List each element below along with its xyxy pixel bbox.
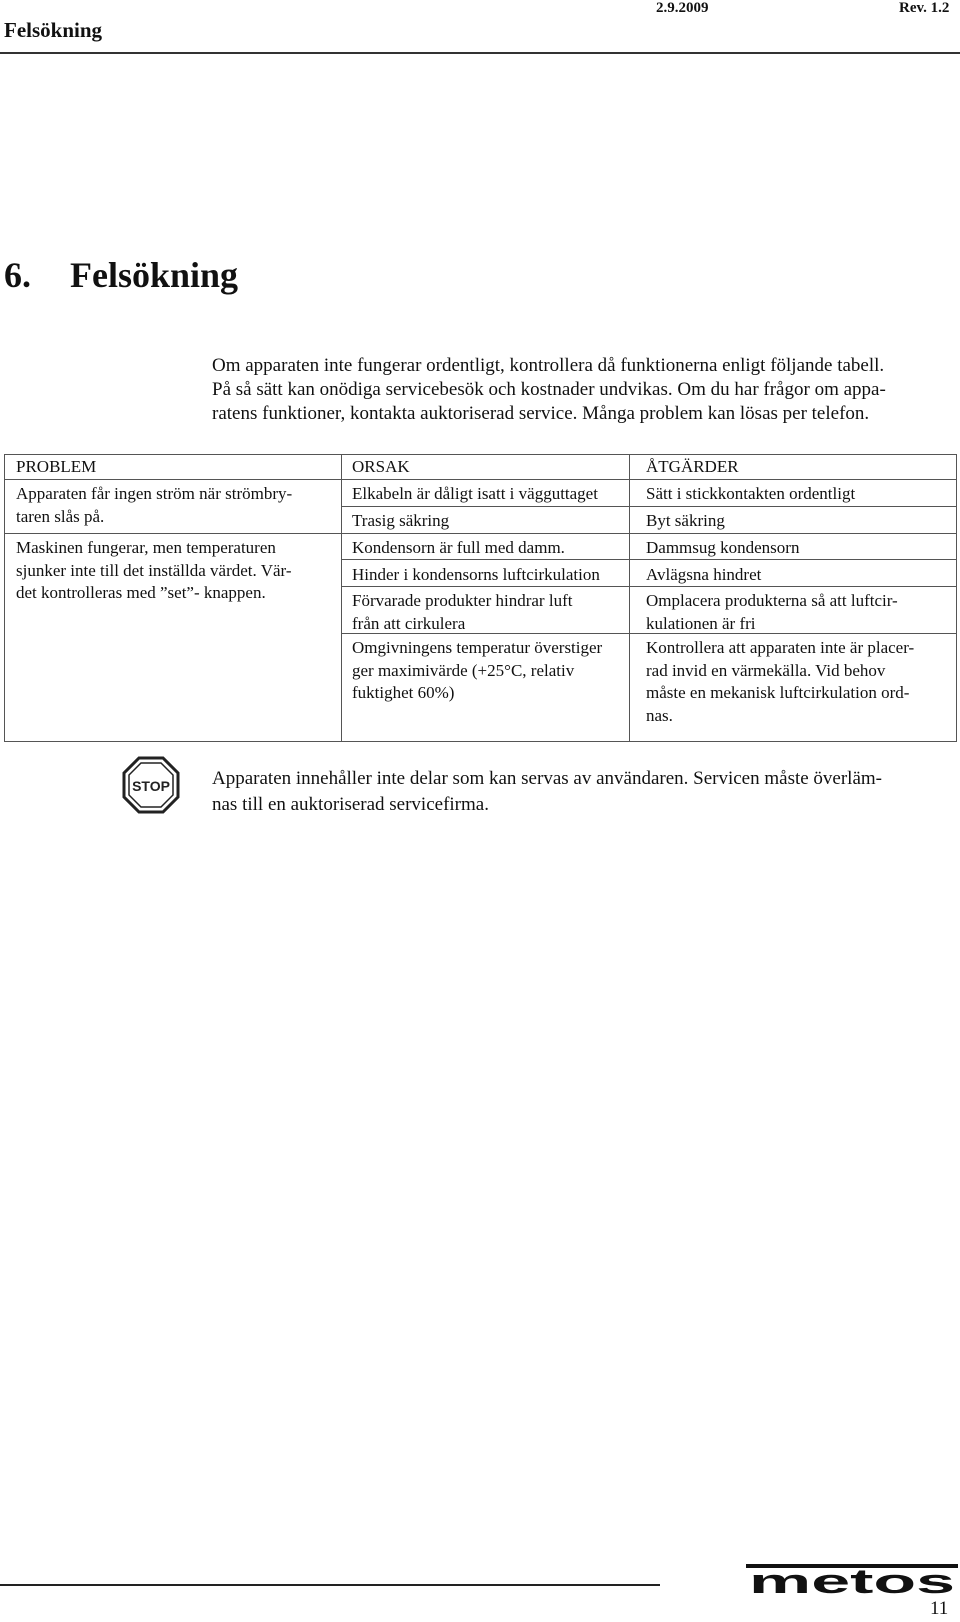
column-divider	[629, 455, 630, 741]
cause-line: fuktighet 60%)	[352, 683, 455, 702]
header-divider	[0, 52, 960, 54]
intro-line: Om apparaten inte fungerar ordentligt, kontrollera då funktionerna enligt följande tabell.	[212, 355, 885, 376]
problem-line: sjunker inte till det inställda värdet. Vär-	[16, 560, 292, 580]
problem-line: det kontrolleras med ”set”- knappen.	[16, 583, 266, 602]
problem-line: Maskinen fungerar, men temperaturen	[16, 538, 276, 557]
warning-line: nas till en auktoriserad servicefirma.	[212, 794, 489, 815]
header-revision: Rev. 1.2	[899, 0, 950, 16]
action-line: måste en mekanisk luftcirkulation ord-	[646, 683, 910, 702]
column-divider	[341, 455, 342, 741]
action-line: kulationen är fri	[646, 613, 756, 633]
page-number: 11	[930, 1598, 949, 1619]
intro-line: ratens funktioner, kontakta auktoriserad service. Många problem kan lösas per telefon.	[212, 403, 870, 424]
service-warning	[212, 766, 957, 818]
action-line: rad invid en värmekälla. Vid behov	[646, 660, 886, 680]
cause-cell	[352, 510, 449, 533]
action-cell	[646, 564, 761, 587]
cause-line: från att cirkulera	[352, 613, 466, 633]
section-title	[4, 254, 238, 296]
stop-icon-label: STOP	[132, 778, 170, 794]
header-row-divider	[5, 479, 957, 480]
cause-cell	[352, 590, 572, 635]
action-line: Kontrollera att apparaten inte är placer-	[646, 638, 915, 657]
stop-icon	[122, 756, 180, 814]
section-title-text: Felsökning	[70, 255, 239, 295]
cause-cell	[352, 483, 598, 506]
section-number: 6.	[4, 255, 31, 295]
column-header-action: ÅTGÄRDER	[646, 457, 739, 476]
cause-line: Trasig säkring	[352, 511, 450, 530]
cause-line: ger maximivärde (+25°C, relativ	[352, 660, 575, 680]
action-line: Omplacera produkterna så att luftcir-	[646, 591, 898, 610]
problem-cell	[16, 537, 292, 605]
action-line: Avlägsna hindret	[646, 565, 762, 584]
column-header-problem: PROBLEM	[16, 457, 97, 476]
troubleshooting-table	[4, 454, 957, 742]
cause-cell	[352, 637, 602, 705]
action-cell	[646, 637, 914, 727]
action-line: Byt säkring	[646, 511, 725, 530]
cause-line: Kondensorn är full med damm.	[352, 538, 565, 557]
cause-cell	[352, 537, 565, 560]
action-line: nas.	[646, 705, 673, 725]
header-title: Felsökning	[4, 18, 103, 42]
action-line: Dammsug kondensorn	[646, 538, 800, 557]
action-cell	[646, 483, 855, 506]
cause-line: Förvarade produkter hindrar luft	[352, 591, 573, 610]
column-header-cause: ORSAK	[352, 457, 410, 476]
cause-line: Hinder i kondensorns luftcirkulation	[352, 565, 600, 584]
cause-line: Omgivningens temperatur överstiger	[352, 638, 603, 657]
action-cell	[646, 510, 725, 533]
row-divider	[5, 533, 957, 534]
action-cell	[646, 537, 799, 560]
action-cell	[646, 590, 898, 635]
warning-line: Apparaten innehåller inte delar som kan servas av användaren. Servicen måste överläm-	[212, 768, 883, 789]
cause-cell	[352, 564, 600, 587]
header-date: 2.9.2009	[656, 0, 709, 16]
metos-logo	[746, 1564, 958, 1594]
problem-cell	[16, 483, 292, 528]
cause-line: Elkabeln är dåligt isatt i vägguttaget	[352, 484, 598, 503]
intro-paragraph	[212, 354, 957, 426]
footer-divider	[0, 1584, 660, 1586]
problem-line: taren slås på.	[16, 506, 105, 526]
intro-line: På så sätt kan onödiga servicebesök och kostnader undvikas. Om du har frågor om appa-	[212, 379, 886, 400]
action-line: Sätt i stickkontakten ordentligt	[646, 484, 856, 503]
logo-text: metos	[749, 1564, 955, 1594]
problem-line: Apparaten får ingen ström när strömbry-	[16, 484, 293, 503]
row-divider	[341, 506, 957, 507]
